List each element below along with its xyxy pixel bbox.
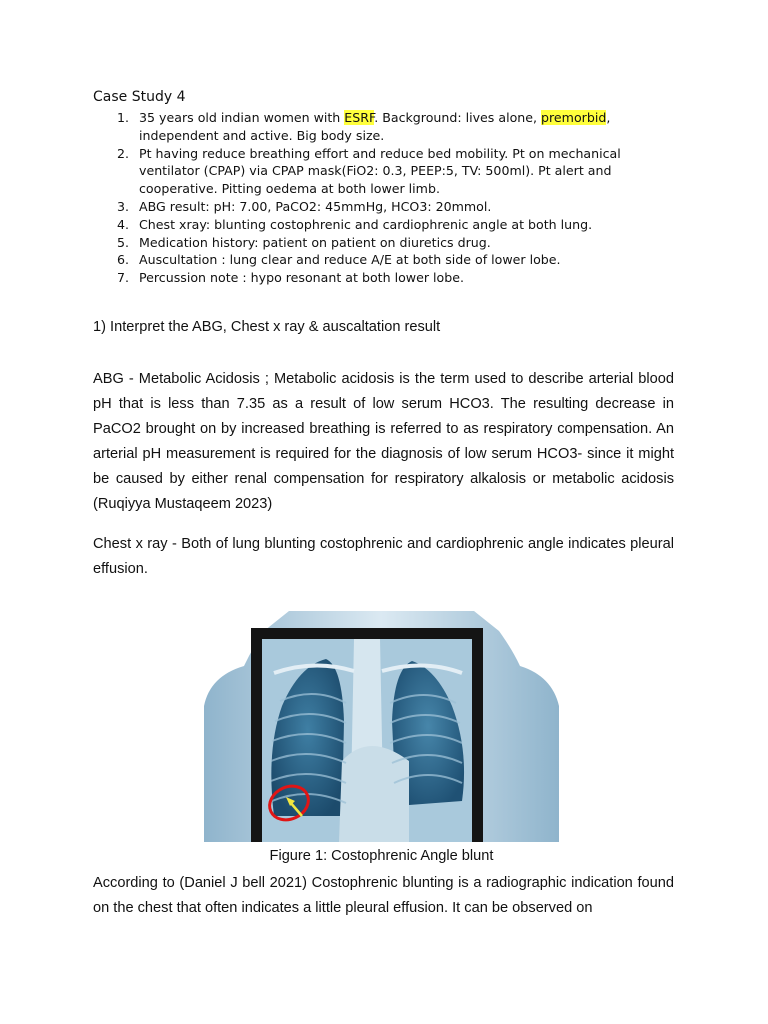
highlighted-term-premorbid: premorbid	[541, 110, 607, 125]
list-number: 6.	[117, 252, 130, 268]
question-heading: 1) Interpret the ABG, Chest x ray & auscaltation result	[93, 319, 441, 335]
list-item	[93, 198, 653, 216]
highlighted-term-esrf: ESRF	[344, 110, 375, 125]
list-item	[93, 269, 653, 287]
list-text: 35 years old indian women with	[139, 110, 345, 125]
list-text: , independent and active. Big body size.	[139, 110, 611, 143]
list-text: . Background: lives alone,	[374, 110, 542, 125]
list-text: Percussion note : hypo resonant at both lower lobe.	[139, 270, 464, 286]
list-number: 2.	[117, 145, 130, 161]
list-number: 7.	[117, 270, 130, 286]
chest-xray-figure	[204, 611, 559, 842]
abg-paragraph: ABG - Metabolic Acidosis ; Metabolic acidosis is the term used to describe arterial blood pH that is less than 7.35 as a result of low serum HCO3. The resulting decrease in PaCO2 brought on by increased breathing is referred to as respiratory compensation. An arterial pH measurement is required for the diagnosis of low serum HCO3- since it might be caused by either renal compensation for respiratory alkalosis or metabolic acidosis (Ruqiyya Mustaqeem 2023)	[93, 371, 674, 512]
list-text: ABG result: pH: 7.00, PaCO2: 45mmHg, HCO3: 20mmol.	[139, 198, 492, 214]
list-text: Pt having reduce breathing effort and reduce bed mobility. Pt on mechanical ventilator (CPAP) via CPAP mask(FiO2: 0.3, PEEP:5, TV: 500ml). Pt alert and cooperative. Pitting oedema at both lower limb.	[139, 145, 621, 197]
list-item	[93, 216, 653, 234]
list-text: Chest xray: blunting costophrenic and cardiophrenic angle at both lung.	[139, 216, 593, 232]
list-item	[93, 234, 653, 252]
list-number: 4.	[117, 216, 130, 232]
case-study-title: Case Study 4	[93, 89, 186, 105]
explanation-paragraph: According to (Daniel J bell 2021) Costophrenic blunting is a radiographic indication found on the chest that often indicates a little pleural effusion. It can be observed on	[93, 875, 674, 916]
chest-xray-paragraph: Chest x ray - Both of lung blunting costophrenic and cardiophrenic angle indicates pleural effusion.	[93, 536, 674, 577]
list-item	[93, 251, 653, 269]
figure-caption: Figure 1: Costophrenic Angle blunt	[269, 848, 494, 864]
list-text: Auscultation : lung clear and reduce A/E at both side of lower lobe.	[139, 252, 561, 268]
list-number: 3.	[117, 198, 130, 214]
case-details-list	[93, 109, 653, 287]
list-text: Medication history: patient on patient on diuretics drug.	[139, 234, 491, 250]
list-item	[93, 109, 653, 145]
list-item	[93, 145, 653, 198]
list-number: 5.	[117, 234, 130, 250]
list-number: 1.	[117, 110, 130, 125]
